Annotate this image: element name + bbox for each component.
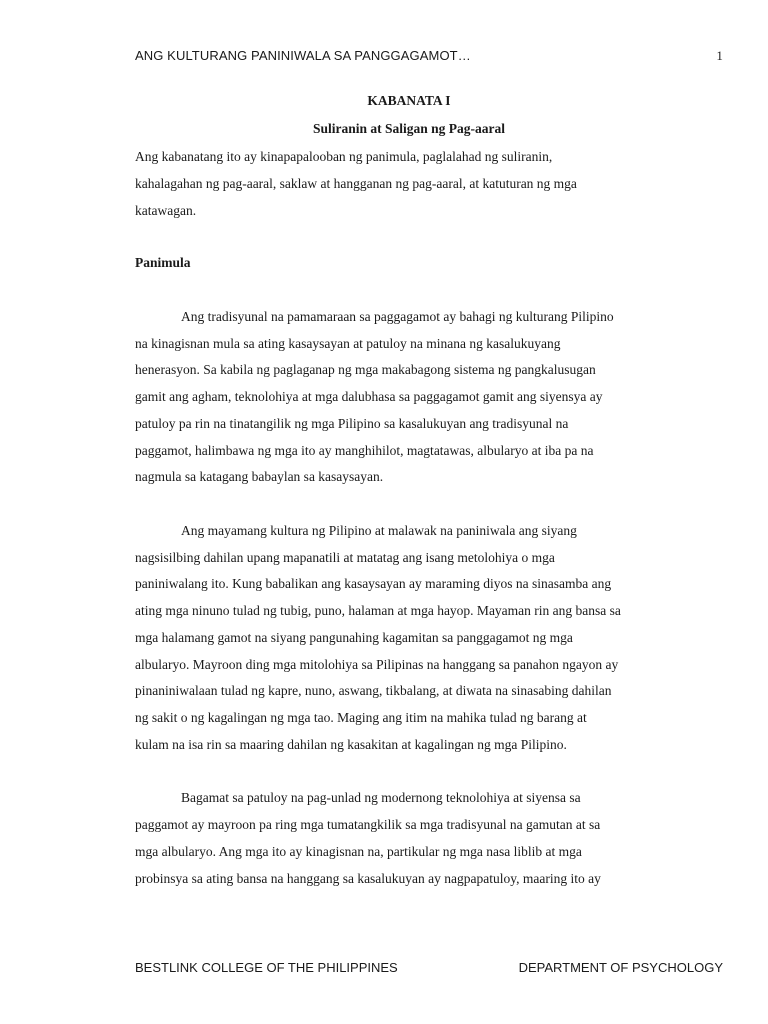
paragraph-line: na kinagisnan mula sa ating kasaysayan at patuloy na minana ng kasalukuyang [135, 336, 561, 351]
footer-department: DEPARTMENT OF PSYCHOLOGY [518, 960, 723, 975]
running-head-title: ANG KULTURANG PANINIWALA SA PANGGAGAMOT… [135, 48, 471, 63]
running-head [135, 48, 723, 68]
chapter-title: Suliranin at Saligan ng Pag-aaral [312, 121, 506, 136]
paragraph-line: patuloy pa rin na tinatangilik ng mga Pilipino sa kasalukuyan ang tradisyunal na [135, 416, 569, 431]
paragraph-line: kulam na isa rin sa maaring dahilan ng kasakitan at kagalingan ng mga Pilipino. [135, 737, 567, 752]
intro-line: Ang kabanatang ito ay kinapapalooban ng panimula, paglalahad ng suliranin, [135, 149, 553, 164]
section-heading: Panimula [135, 255, 191, 270]
page-footer [135, 960, 723, 980]
paragraph-line: mga albularyo. Ang mga ito ay kinagisnan na, partikular ng mga nasa liblib at mga [135, 844, 582, 859]
page-number: 1 [716, 48, 723, 63]
paragraph-line: Ang tradisyunal na pamamaraan sa paggagamot ay bahagi ng kulturang Pilipino [181, 309, 614, 324]
paragraph-line: gamit ang agham, teknolohiya at mga dalubhasa sa paggagamot gamit ang siyensya ay [135, 389, 603, 404]
paragraph-line: ating mga ninuno tulad ng tubig, puno, halaman at mga hayop. Mayaman rin ang bansa sa [135, 603, 621, 618]
paragraph-line: ng sakit o ng kagalingan ng mga tao. Maging ang itim na mahika tulad ng barang at [135, 710, 587, 725]
paragraph-line: nagsisilbing dahilan upang mapanatili at matatag ang isang metolohiya o mga [135, 550, 555, 565]
paragraph-line: paniniwalang ito. Kung babalikan ang kasaysayan ay maraming diyos na sinasamba ang [135, 576, 612, 591]
paragraph-line: paggamot, halimbawa ng mga ito ay manghihilot, magtatawas, albularyo at iba pa na [135, 443, 594, 458]
intro-line: katawagan. [135, 203, 197, 218]
paragraph-line: probinsya sa ating bansa na hanggang sa kasalukuyan ay nagpapatuloy, maaring ito ay [135, 871, 601, 886]
paragraph-line: nagmula sa katagang babaylan sa kasaysayan. [135, 469, 384, 484]
paragraph-line: albularyo. Mayroon ding mga mitolohiya sa Pilipinas na hanggang sa panahon ngayon ay [135, 657, 619, 672]
paragraph-line: Bagamat sa patuloy na pag-unlad ng modernong teknolohiya at siyensa sa [181, 790, 581, 805]
paragraph-line: pinaniniwalaan tulad ng kapre, nuno, aswang, tikbalang, at diwata na sinasabing dahilan [135, 683, 612, 698]
footer-institution: BESTLINK COLLEGE OF THE PHILIPPINES [135, 960, 398, 975]
paragraph-line: henerasyon. Sa kabila ng paglaganap ng mga makabagong sistema ng pangkalusugan [135, 362, 596, 377]
paragraph-line: mga halamang gamot na siyang pangunahing kagamitan sa panggagamot ng mga [135, 630, 573, 645]
intro-line: kahalagahan ng pag-aaral, saklaw at hangganan ng pag-aaral, at katuturan ng mga [135, 176, 577, 191]
chapter-label: KABANATA I [367, 93, 451, 108]
paragraph-line: paggamot ay mayroon pa ring mga tumatangkilik sa mga tradisyunal na gamutan at sa [135, 817, 601, 832]
paragraph-line: Ang mayamang kultura ng Pilipino at malawak na paniniwala ang siyang [181, 523, 577, 538]
